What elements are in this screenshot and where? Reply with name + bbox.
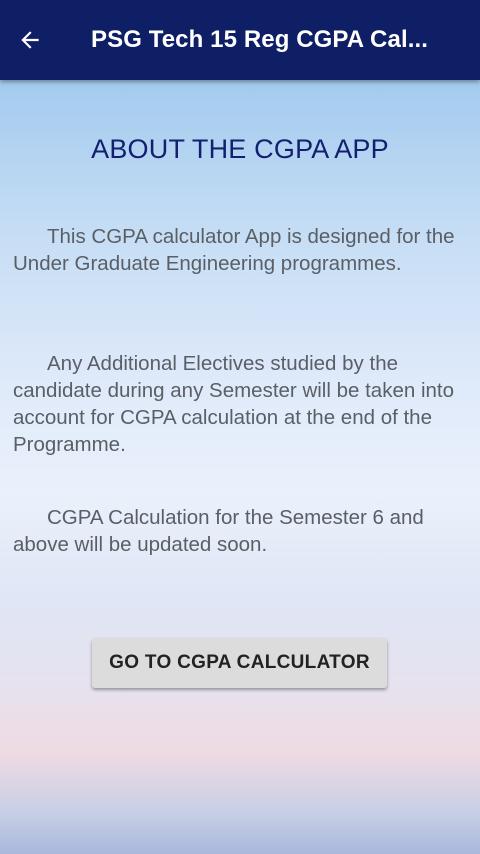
app-bar (0, 0, 480, 80)
arrow-left-icon (17, 27, 43, 53)
back-button[interactable] (0, 0, 60, 80)
paragraph-semester-update: CGPA Calculation for the Semester 6 and above will be updated soon. (13, 506, 424, 556)
about-heading: ABOUT THE CGPA APP (91, 134, 389, 164)
paragraph-app-description: This CGPA calculator App is designed for the Under Graduate Engineering programmes. (13, 225, 455, 275)
paragraph-additional-electives: Any Additional Electives studied by the candidate during any Semester will be taken into account for CGPA calculation at the end of the Programme. (13, 352, 455, 456)
go-to-cgpa-calculator-button[interactable]: GO TO CGPA CALCULATOR (92, 638, 387, 688)
app-bar-title: PSG Tech 15 Reg CGPA Cal... (91, 26, 429, 53)
